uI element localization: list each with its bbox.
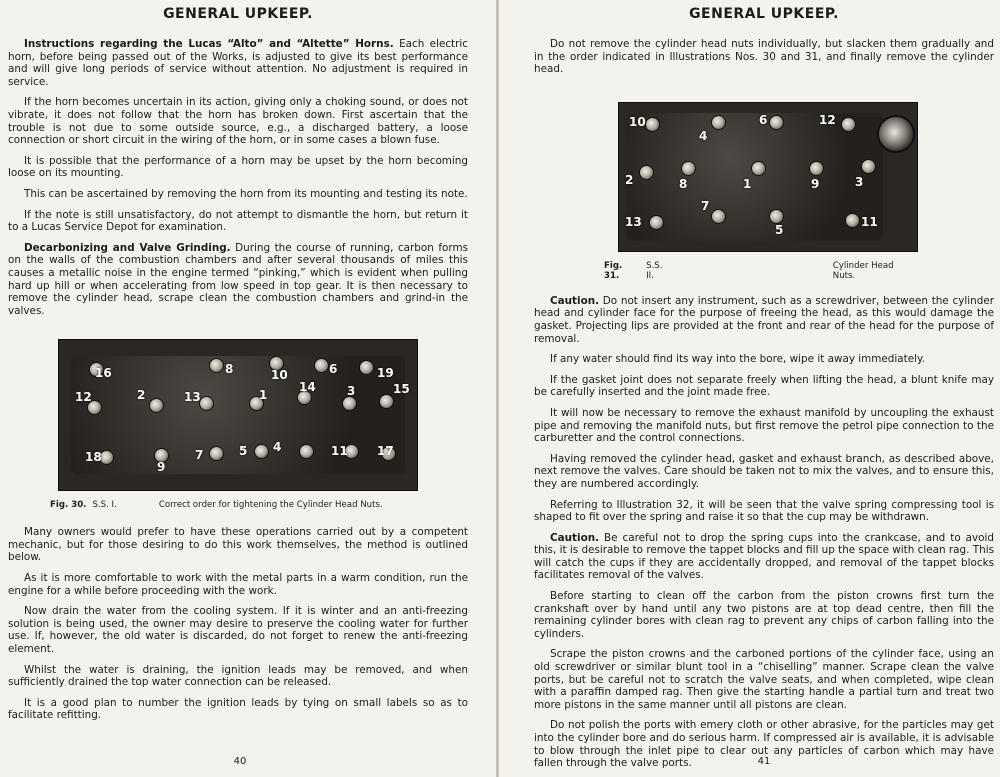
fig31-label: 11: [861, 214, 878, 229]
labels-paragraph: It is a good plan to number the ignition leads by tying on small labels so as to facilitate refitting.: [8, 696, 468, 722]
fig30-label: 1: [259, 388, 268, 403]
figure-31-ref: S.S. II.: [646, 260, 663, 281]
nut-9: [809, 161, 824, 176]
scrape-paragraph: Scrape the piston crowns and the carboned portions of the cylinder face, using an old screwdriver or similar blunt tool in a “chiselling” manner. Scrape clean the valve ports, but be careful not to scratch the valve seats, and when completed, wipe clean with a paraffin damped rag. Then give the starting handle a partial turn and treat two more pistons in the same manner until all pistons are clean.: [534, 648, 994, 711]
horn-return-paragraph: If the note is still unsatisfactory, do not attempt to dismantle the horn, but return it to a Lucas Service Depot for examination.: [8, 208, 468, 234]
figure-30-caption-text: Correct order for tightening the Cylinder Head Nuts.: [158, 500, 383, 511]
crowns-paragraph: Before starting to clean off the carbon from the piston crowns first turn the crankshaft over by hand until any two pistons are at top dead centre, then fill the remaining cylinder bores with clean rag to prevent any chips of carbon falling into the cylinders.: [534, 590, 994, 640]
fig30-label: 5: [239, 444, 248, 459]
fig30-label: 12: [75, 390, 92, 405]
horn-uncertain-paragraph: If the horn becomes uncertain in its action, giving only a choking sound, or does not vibrate, it does not follow that the horn has broken down. First ascertain that the trouble is not due to some outside source, e.g., a discharged battery, a loose connection or short circuit in the wiring of the horn, or in some cases a blown fuse.: [8, 96, 468, 147]
fig30-label: 14: [299, 380, 316, 395]
warm-paragraph: As it is more comfortable to work with the metal parts in a warm condition, run the engine for a while before proceeding with the work.: [8, 572, 468, 597]
figure-30: [50, 339, 418, 511]
fig31-label: 7: [701, 198, 710, 213]
left-page-number: 40: [233, 756, 247, 767]
nut-5: [769, 209, 784, 224]
figure-31-caption-text: Cylinder Head Nuts.: [832, 260, 894, 281]
fig31-label: 3: [855, 174, 864, 189]
valves-paragraph: Having removed the cylinder head, gasket and exhaust branch, as described above, next remove the valves. Care should be taken not to mix the valves, and to ensure this, they are numbered accordingly.: [534, 452, 994, 490]
water-paragraph: If any water should find its way into the bore, wipe it away immediately.: [550, 353, 925, 366]
nut-13: [649, 215, 664, 230]
nut-10: [645, 117, 660, 132]
right-running-head: GENERAL UPKEEP.: [689, 6, 839, 22]
decarb-title: Decarbonizing and Valve Grinding.: [24, 241, 231, 254]
caution1-paragraph: [534, 295, 994, 345]
distributor: [877, 115, 915, 153]
nut-2: [639, 165, 654, 180]
fig30-label: 13: [184, 390, 201, 405]
caution2-text: Be careful not to drop the spring cups into the crankcase, and to avoid this, it is desirable to remove the tappet blocks and fill up the space with clean rag. This will catch the cups if they are accidentally dropped, and removal of the tappet blocks facilitates removal of the valves.: [534, 531, 994, 582]
fig30-label: 2: [137, 388, 146, 403]
fig31-label: 5: [775, 222, 784, 237]
fig30-label: 7: [195, 448, 204, 463]
nut-12: [841, 117, 856, 132]
fig30-label: 16: [95, 366, 112, 381]
right-page-number: 41: [757, 756, 771, 767]
fig31-label: 13: [625, 214, 642, 229]
caution1-title: Caution.: [550, 294, 600, 307]
figure-31-photo: [618, 102, 918, 252]
caution2-title: Caution.: [550, 531, 600, 544]
drain-paragraph: Now drain the water from the cooling system. If it is winter and an anti-freezing solution is being used, the owner may desire to preserve the cooling water for further use. If, however, the old water is discarded, do not forget to renew the anti-freezing element.: [8, 605, 468, 656]
decarb-text: During the course of running, carbon forms on the walls of the combustion chambers and after several thousands of miles this causes a metallic noise in the engine termed “pinking,” which is evident when pulling hard up hill or when accelerating from low speed in top gear. It is then necessary to remove the cylinder head, scrape clean the combustion chambers and grind-in the valves.: [8, 241, 469, 317]
ignition-paragraph: Whilst the water is draining, the ignition leads may be removed, and when sufficiently drained the top water connection can be released.: [8, 663, 468, 689]
figure-31-label: Fig. 31.: [604, 260, 623, 281]
fig30-label: 8: [225, 362, 234, 377]
fig31-label: 6: [759, 112, 768, 127]
nut-8: [681, 161, 696, 176]
owners-paragraph: Many owners would prefer to have these operations carried out by a competent mechanic, but for those desiring to do this work themselves, the method is outlined below.: [8, 526, 468, 564]
figure-31: [604, 102, 918, 281]
fig31-label: 12: [819, 112, 836, 127]
fig31-label: 9: [811, 176, 820, 191]
left-page: [0, 0, 498, 777]
nut-1: [751, 161, 766, 176]
figure-30-label: Fig. 30.: [50, 500, 87, 511]
nut-11: [845, 213, 860, 228]
nut-3: [861, 159, 876, 174]
fig30-label: 15: [393, 382, 410, 397]
decarb-paragraph: [8, 242, 468, 318]
left-running-head: GENERAL UPKEEP.: [163, 6, 313, 22]
fig30-label: 10: [271, 368, 288, 383]
figure-30-photo: [58, 339, 418, 491]
horn-test-paragraph: This can be ascertained by removing the horn from its mounting and testing its note.: [24, 187, 468, 200]
nut-4: [711, 115, 726, 130]
horn-upset-paragraph: It is possible that the performance of a horn may be upset by the horn becoming loose on its mounting.: [8, 154, 468, 180]
manifold-paragraph: It will now be necessary to remove the exhaust manifold by uncoupling the exhaust pipe and removing the manifold nuts, but first remove the petrol pipe connection to the carburetter and the control connections.: [534, 406, 994, 445]
horn-intro-title: Instructions regarding the Lucas “Alto” and “Altette” Horns.: [24, 38, 394, 50]
polish-paragraph: Do not polish the ports with emery cloth or other abrasive, for the particles may get into the cylinder bore and do serious harm. If compressed air is available, it is advisable to blow through the inlet pipe to clear out any particles of carbon which may have fallen through the valve ports.: [534, 719, 994, 770]
figure-30-ref: S.S. I.: [92, 500, 117, 511]
fig31-label: 4: [699, 128, 708, 143]
nut-7: [711, 209, 726, 224]
fig30-label: 19: [377, 366, 394, 381]
nuts-paragraph: Do not remove the cylinder head nuts individually, but slacken them gradually and in the order indicated in Illustrations Nos. 30 and 31, and finally remove the cylinder head.: [534, 38, 994, 76]
figure-31-caption: [604, 261, 918, 281]
fig30-label: 4: [273, 440, 282, 455]
illustration-32-paragraph: Referring to Illustration 32, it will be seen that the valve spring compressing tool is shaped to fit over the spring and raise it so that the cup may be withdrawn.: [534, 498, 994, 524]
right-page: [498, 0, 1000, 777]
fig31-label: 1: [743, 176, 752, 191]
fig30-label: 3: [347, 384, 356, 399]
fig31-label: 10: [629, 114, 646, 129]
fig30-label: 9: [157, 460, 166, 475]
horn-intro-paragraph: [8, 38, 468, 88]
gasket-paragraph: If the gasket joint does not separate freely when lifting the head, a blunt knife may be carefully inserted and the joint made free.: [534, 373, 994, 399]
horn-intro-text: Each electric horn, before being passed out of the Works, is adjusted to give its best performance and will give long periods of service without attention. No adjustment is required in service.: [8, 38, 469, 88]
fig30-label: 6: [329, 362, 338, 377]
fig31-label: 2: [625, 172, 634, 187]
caution1-text: Do not insert any instrument, such as a screwdriver, between the cylinder head and cylinder face for the purpose of freeing the head, as this would damage the gasket. Projecting lips are provided at the front and rear of the head for the purpose of removal.: [534, 294, 994, 345]
fig30-label: 11: [331, 444, 348, 459]
caution2-paragraph: [534, 532, 994, 582]
fig31-label: 8: [679, 176, 688, 191]
fig30-label: 17: [377, 444, 394, 459]
nut-6: [769, 115, 784, 130]
figure-30-caption: [50, 500, 418, 510]
fig30-label: 18: [85, 450, 102, 465]
